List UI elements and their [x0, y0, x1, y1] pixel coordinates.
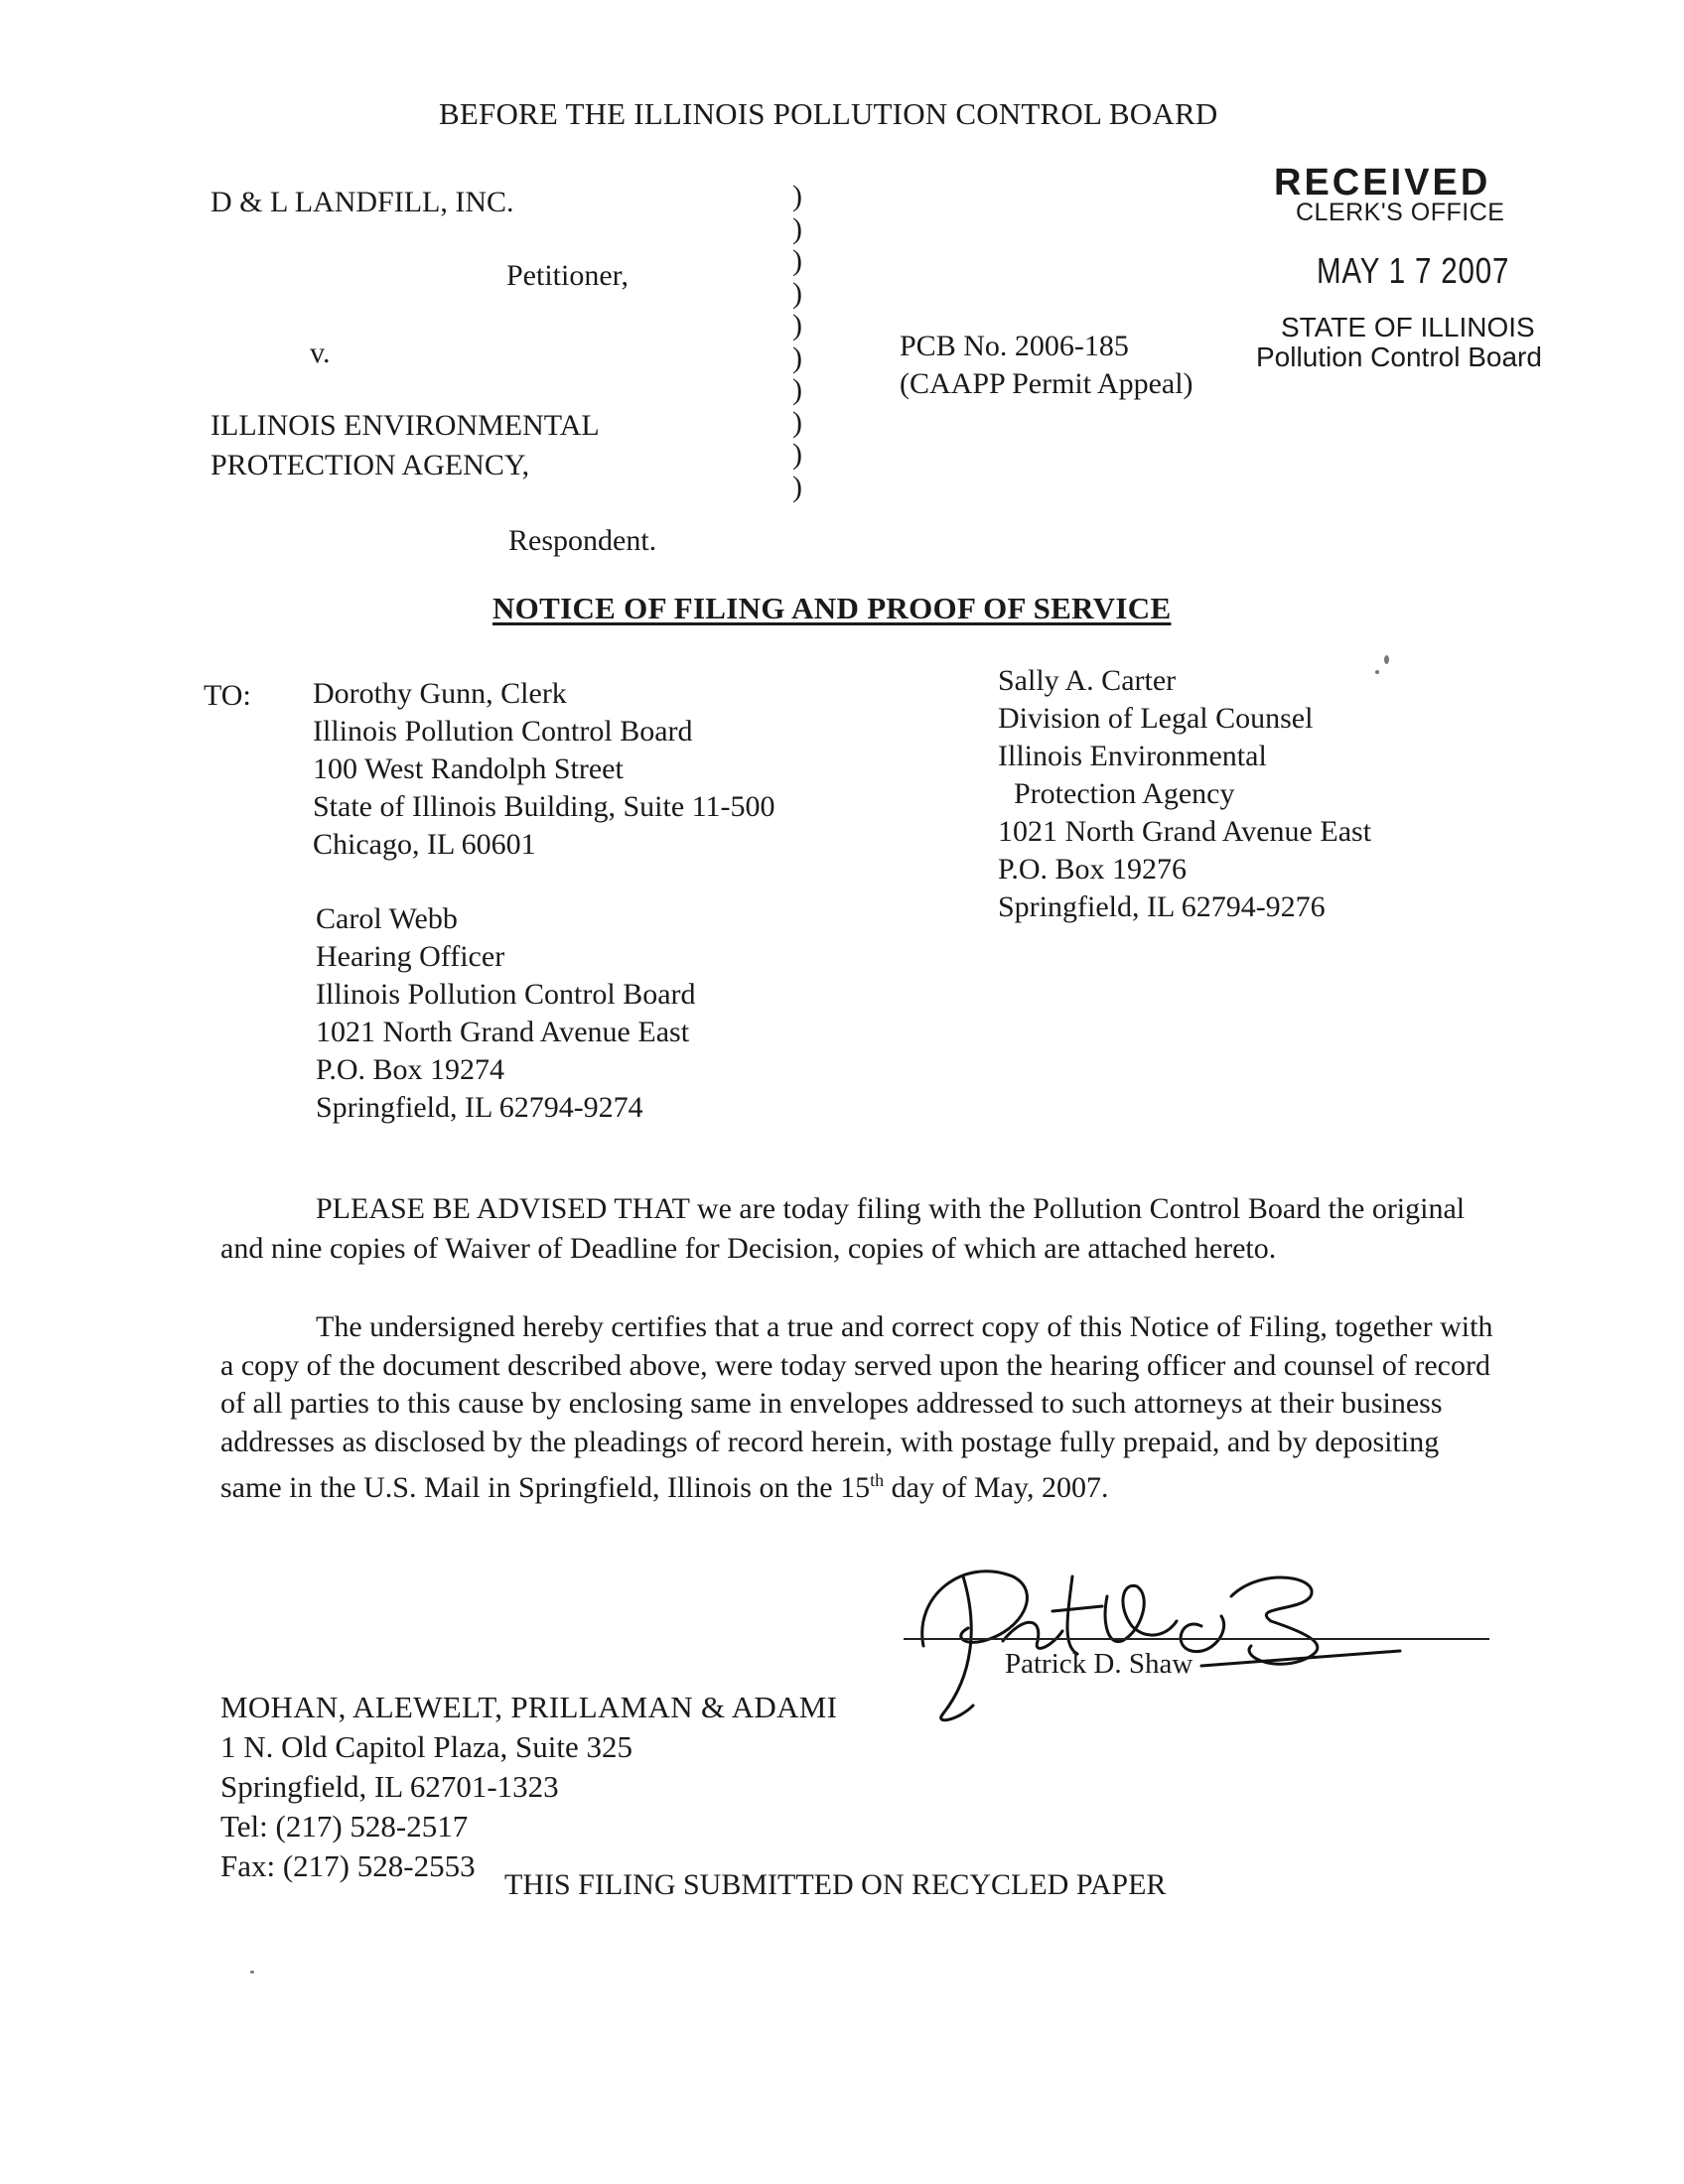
board-header: BEFORE THE ILLINOIS POLLUTION CONTROL BOARD: [439, 96, 1218, 131]
caption-parentheses: ) ) ) ) ) ) ) ) ) ): [792, 180, 802, 503]
firm-name: MOHAN, ALEWELT, PRILLAMAN & ADAMI: [220, 1690, 838, 1724]
handwritten-signature: [904, 1537, 1420, 1735]
address-line: P.O. Box 19274: [316, 1053, 505, 1086]
received-stamp-date: MAY 1 7 2007: [1317, 250, 1510, 291]
firm-block: [220, 1688, 837, 1886]
address-line: Dorothy Gunn, Clerk: [313, 677, 567, 710]
address-line: 1021 North Grand Avenue East: [998, 815, 1372, 848]
recipient-hearing-officer: [316, 900, 696, 1127]
firm-fax: Fax: (217) 528-2553: [220, 1848, 476, 1883]
case-type: (CAAPP Permit Appeal): [900, 367, 1193, 400]
scan-speck: [1375, 670, 1379, 674]
respondent-name-line2: PROTECTION AGENCY,: [210, 449, 530, 481]
ordinal-suffix: th: [870, 1470, 885, 1490]
scan-speck: [250, 1971, 254, 1974]
received-stamp-office: CLERK'S OFFICE: [1296, 199, 1505, 226]
certification-date-text: day of May, 2007.: [884, 1471, 1109, 1504]
address-line: Chicago, IL 60601: [313, 828, 536, 861]
signature-line: [904, 1638, 1489, 1640]
notice-paragraph: [220, 1189, 1501, 1269]
firm-address-line1: 1 N. Old Capitol Plaza, Suite 325: [220, 1729, 633, 1764]
petitioner-name: D & L LANDFILL, INC.: [210, 186, 514, 218]
received-stamp-title: RECEIVED: [1274, 162, 1491, 204]
recipient-legal-counsel: [998, 662, 1371, 926]
certification-text: The undersigned hereby certifies that a true and correct copy of this Notice of Filing, together with a copy of the document described above, were today served upon the hearing officer and counsel of record of all parties to this cause by enclosing same in envelopes addressed to such attorneys at their business addresses as disclosed by the pleadings of record herein, with postage fully prepaid, and by depositing same in the U.S. Mail in Springfield, Illinois on the 15: [220, 1310, 1493, 1504]
signer-name: Patrick D. Shaw: [1005, 1648, 1193, 1680]
address-line: Carol Webb: [316, 902, 458, 935]
address-line: Hearing Officer: [316, 940, 505, 973]
received-stamp-state: STATE OF ILLINOIS: [1281, 312, 1535, 342]
address-line: Springfield, IL 62794-9274: [316, 1091, 643, 1124]
respondent-name-line1: ILLINOIS ENVIRONMENTAL: [210, 409, 600, 442]
document-title: NOTICE OF FILING AND PROOF OF SERVICE: [492, 591, 1172, 625]
firm-address-line2: Springfield, IL 62701-1323: [220, 1769, 559, 1804]
notice-paragraph-text: PLEASE BE ADVISED THAT we are today filing with the Pollution Control Board the original and nine copies of Waiver of Deadline for Decision, copies of which are attached hereto.: [220, 1192, 1466, 1265]
address-line: Protection Agency: [1014, 777, 1235, 810]
recipient-clerk: [313, 675, 775, 864]
recycled-paper-note: THIS FILING SUBMITTED ON RECYCLED PAPER: [504, 1868, 1167, 1901]
to-label: TO:: [204, 679, 251, 712]
case-number: PCB No. 2006-185: [900, 330, 1129, 362]
address-line: Illinois Pollution Control Board: [316, 978, 696, 1011]
received-stamp-board: Pollution Control Board: [1256, 341, 1542, 372]
address-line: State of Illinois Building, Suite 11-500: [313, 790, 775, 823]
address-line: 100 West Randolph Street: [313, 752, 624, 785]
versus-label: v.: [310, 337, 331, 369]
certification-paragraph: [220, 1308, 1501, 1508]
petitioner-role: Petitioner,: [506, 259, 629, 292]
address-line: Illinois Pollution Control Board: [313, 715, 693, 748]
firm-telephone: Tel: (217) 528-2517: [220, 1809, 469, 1843]
address-line: Illinois Environmental: [998, 740, 1267, 772]
address-line: Sally A. Carter: [998, 664, 1177, 697]
scan-speck: [1384, 655, 1389, 664]
address-line: Springfield, IL 62794-9276: [998, 890, 1326, 923]
respondent-role: Respondent.: [508, 524, 657, 557]
address-line: P.O. Box 19276: [998, 853, 1188, 886]
address-line: Division of Legal Counsel: [998, 702, 1314, 735]
address-line: 1021 North Grand Avenue East: [316, 1016, 690, 1048]
